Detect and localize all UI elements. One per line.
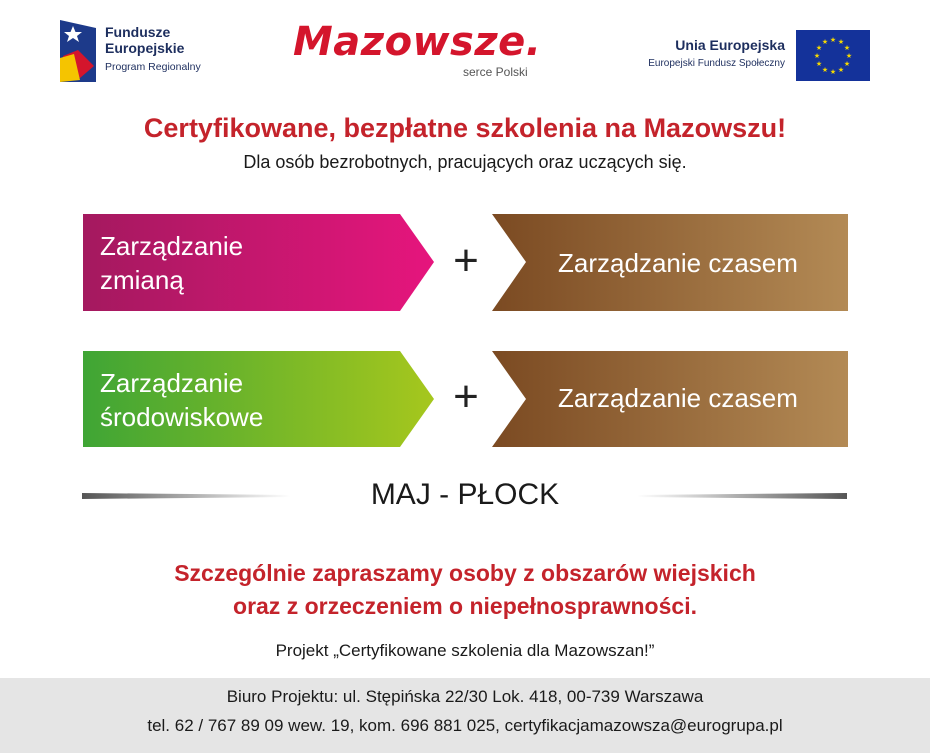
course-1-right-label: Zarządzanie czasem	[558, 248, 798, 278]
course-2-left-label	[100, 366, 263, 434]
eu-logo-line1: Unia Europejska	[675, 37, 785, 53]
course-1-left-line2: zmianą	[100, 265, 184, 295]
course-1-plus: +	[453, 236, 479, 285]
svg-text:★: ★	[843, 44, 851, 52]
course-2-plus: +	[453, 372, 479, 421]
place-date-label: MAJ - PŁOCK	[370, 478, 560, 511]
course-2-right-label: Zarządzanie czasem	[558, 383, 798, 413]
course-2-left-line1: Zarządzanie	[100, 368, 244, 398]
svg-text:★: ★	[815, 60, 823, 68]
svg-text:★: ★	[837, 38, 845, 46]
invite-line1: Szczególnie zapraszamy osoby z obszarów wiejskich	[174, 560, 756, 586]
eu-logo-line2: Europejski Fundusz Społeczny	[648, 58, 785, 69]
course-2-left-line2: środowiskowe	[100, 402, 264, 432]
fe-logo-line2: Europejskie	[105, 40, 185, 56]
svg-text:★: ★	[843, 60, 851, 68]
project-name: Projekt „Certyfikowane szkolenia dla Mazowszan!”	[275, 641, 655, 660]
mazowsze-wordmark: Mazowsze.	[293, 19, 542, 65]
svg-text:★: ★	[815, 44, 823, 52]
fe-logo-line3: Program Regionalny	[105, 61, 201, 73]
footer-address: Biuro Projektu: ul. Stępińska 22/30 Lok. 418, 00-739 Warszawa	[226, 687, 704, 706]
svg-text:★: ★	[813, 52, 821, 60]
fe-logo-line1: Fundusze	[105, 24, 171, 40]
svg-text:★: ★	[821, 38, 829, 46]
svg-text:★: ★	[829, 36, 837, 44]
svg-text:★: ★	[845, 52, 853, 60]
mazowsze-tagline: serce Polski	[463, 65, 528, 79]
page-subtitle: Dla osób bezrobotnych, pracujących oraz uczących się.	[243, 152, 687, 172]
page-title: Certyfikowane, bezpłatne szkolenia na Mazowszu!	[143, 113, 787, 143]
svg-text:★: ★	[821, 66, 829, 74]
invite-line2: oraz z orzeczeniem o niepełnosprawności.	[233, 593, 697, 619]
course-1-left-line1: Zarządzanie	[100, 231, 244, 261]
svg-text:★: ★	[829, 68, 837, 76]
course-1-left-label	[100, 229, 243, 297]
svg-text:★: ★	[837, 66, 845, 74]
footer-contact: tel. 62 / 767 89 09 wew. 19, kom. 696 881 025, certyfikacjamazowsza@eurogrupa.pl	[147, 716, 783, 735]
